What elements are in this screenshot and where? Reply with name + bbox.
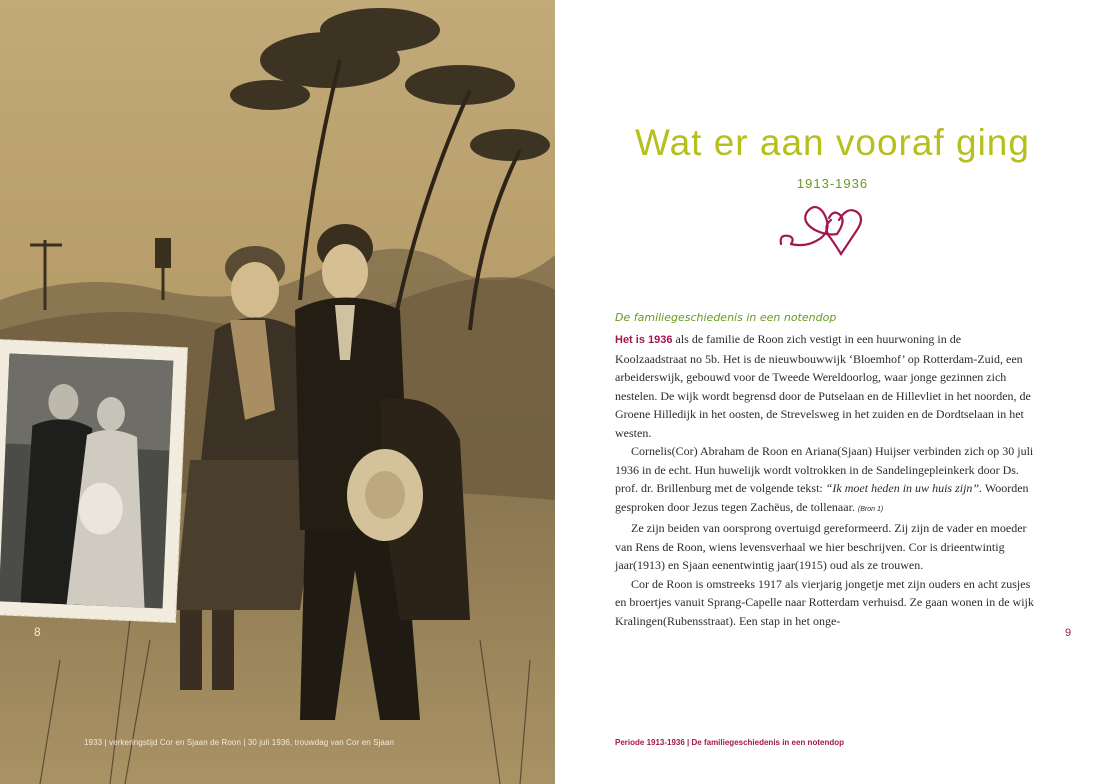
paragraph-3: Ze zijn beiden van oorsprong overtuigd gereformeerd. Zij zijn de vader en moeder van Rens de Roon, wiens levensverhaal we hier beschrijven. Cor is drieentwintig jaar(1913) en Sjaan eenentwintig jaar(1915) oud als ze trouwen.: [615, 521, 1027, 572]
bible-quote: “Ik moet heden in uw huis zijn”.: [825, 481, 983, 495]
paragraph-lead: Het is 1936: [615, 334, 673, 346]
paragraph-4: Cor de Roon is omstreeks 1917 als vierjarig jongetje met zijn ouders en acht zusjes en broertjes vanuit Sprang-Capelle naar Rotterdam verhuisd. Ze gaan wonen in de wijk Kralingen(Rubensstraat). Een stap in het onge-: [615, 576, 1034, 628]
page-number-right: 9: [1065, 627, 1072, 639]
paragraph-2-after-quote: Woorden gesproken door Jezus tegen Zachëus, de tollenaar.: [615, 481, 1029, 514]
source-reference: (Bron 1): [857, 505, 884, 513]
text-page: [555, 0, 1110, 784]
body-text: [615, 330, 1035, 630]
photo-caption: 1933 | verkeringstijd Cor en Sjaan de Roon | 30 juli 1936, trouwdag van Cor en Sjaan: [84, 738, 395, 747]
paragraph-1-text: als de familie de Roon zich vestigt in een huurwoning in de Koolzaadstraat no 5b. Het is de nieuwbouwwijk ‘Bloemhof’ op Rotterdam-Zuid, een arbeiderswijk, gebouwd voor de Tweede Wereldoorlog, waar jonge gezinnen zich nestelen. De wijk wordt begrensd door de Putselaan en de Hillevliet in het noorden, de Groene Hilledijk in het oosten, de Strevelsweg in het zuiden en de Dordtselaan in het westen.: [615, 332, 1031, 440]
chapter-years: 1913-1936: [796, 176, 869, 191]
running-footer: Periode 1913-1936 | De familiegeschiedenis in een notendop: [615, 738, 844, 747]
paragraph-2-text: Cornelis(Cor) Abraham de Roon en Ariana(Sjaan) Huijser verbinden zich op 30 juli 1936 in de echt. Hun huwelijk wordt voltrokken in de Sandelingepleinkerk door Ds. prof. dr. Brillenburg met de volgende tekst:: [615, 444, 1034, 495]
heart-swirl-icon: [777, 200, 887, 260]
paragraph-2: [615, 442, 1035, 519]
page-number-left: 8: [34, 625, 41, 639]
chapter-title: Wat er aan vooraf ging: [635, 122, 1030, 163]
wedding-inset-photo: [0, 339, 188, 623]
section-heading: De familiegeschiedenis in een notendop: [615, 311, 837, 324]
paragraph-1: [615, 330, 1035, 442]
